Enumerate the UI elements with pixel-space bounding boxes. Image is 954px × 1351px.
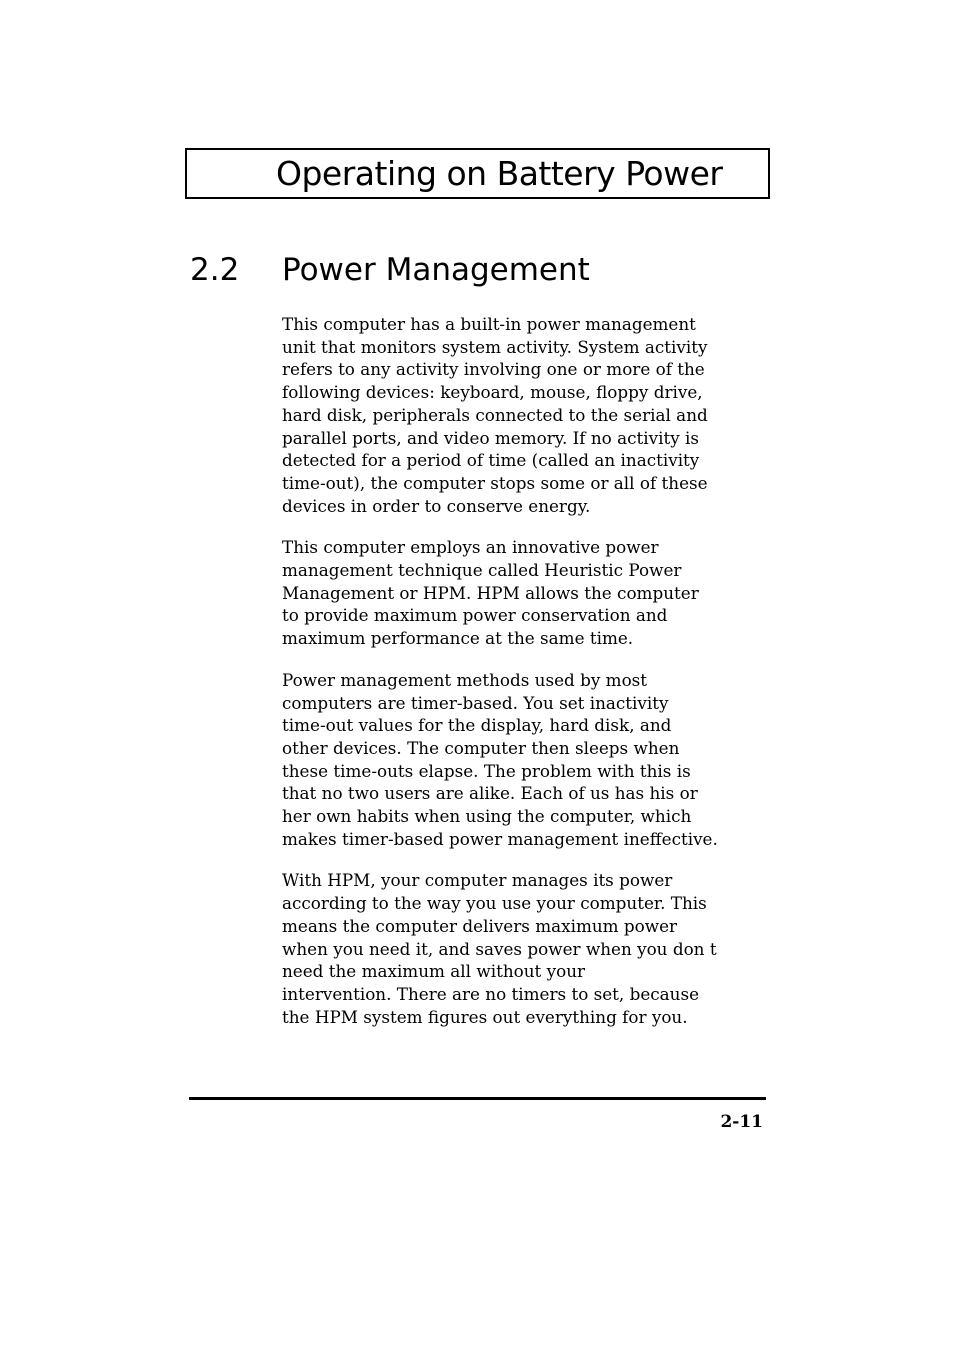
- paragraph-heuristic-power-management: This computer employs an innovative power management technique called Heuristic Power Management or HPM. HPM allows the computer to provide maximum power conservation and maximum performance at the same time.: [282, 537, 699, 649]
- paragraph-hpm-benefits: With HPM, your computer manages its power according to the way you use your computer. This means the computer delivers maximum power when you need it, and saves power when you don t need the maximum all without your intervention. There are no timers to set, because the HPM system figures out everything for you.: [282, 870, 717, 1027]
- chapter-title: Operating on Battery Power: [276, 154, 723, 193]
- chapter-header-box: [185, 148, 770, 199]
- footer-rule: [189, 1097, 766, 1100]
- section-number: 2.2: [190, 252, 240, 288]
- paragraph-timer-based-methods: Power management methods used by most computers are timer-based. You set inactivity time-out values for the display, hard disk, and other devices. The computer then sleeps when these time-outs elapse. The problem with this is that no two users are alike. Each of us has his or her own habits when using the computer, which makes timer-based power management ineffective.: [282, 669, 718, 849]
- page-number: 2-11: [720, 1112, 763, 1132]
- paragraph-power-management-unit: This computer has a built-in power management unit that monitors system activity. System activity refers to any activity involving one or more of the following devices: keyboard, mouse, floppy drive, hard disk, peripherals connected to the serial and parallel ports, and video memory. If no activity is detected for a period of time (called an inactivity time-out), the computer stops some or all of these devices in order to conserve energy.: [282, 314, 708, 516]
- section-title: Power Management: [282, 252, 590, 288]
- section-body: [282, 313, 772, 1047]
